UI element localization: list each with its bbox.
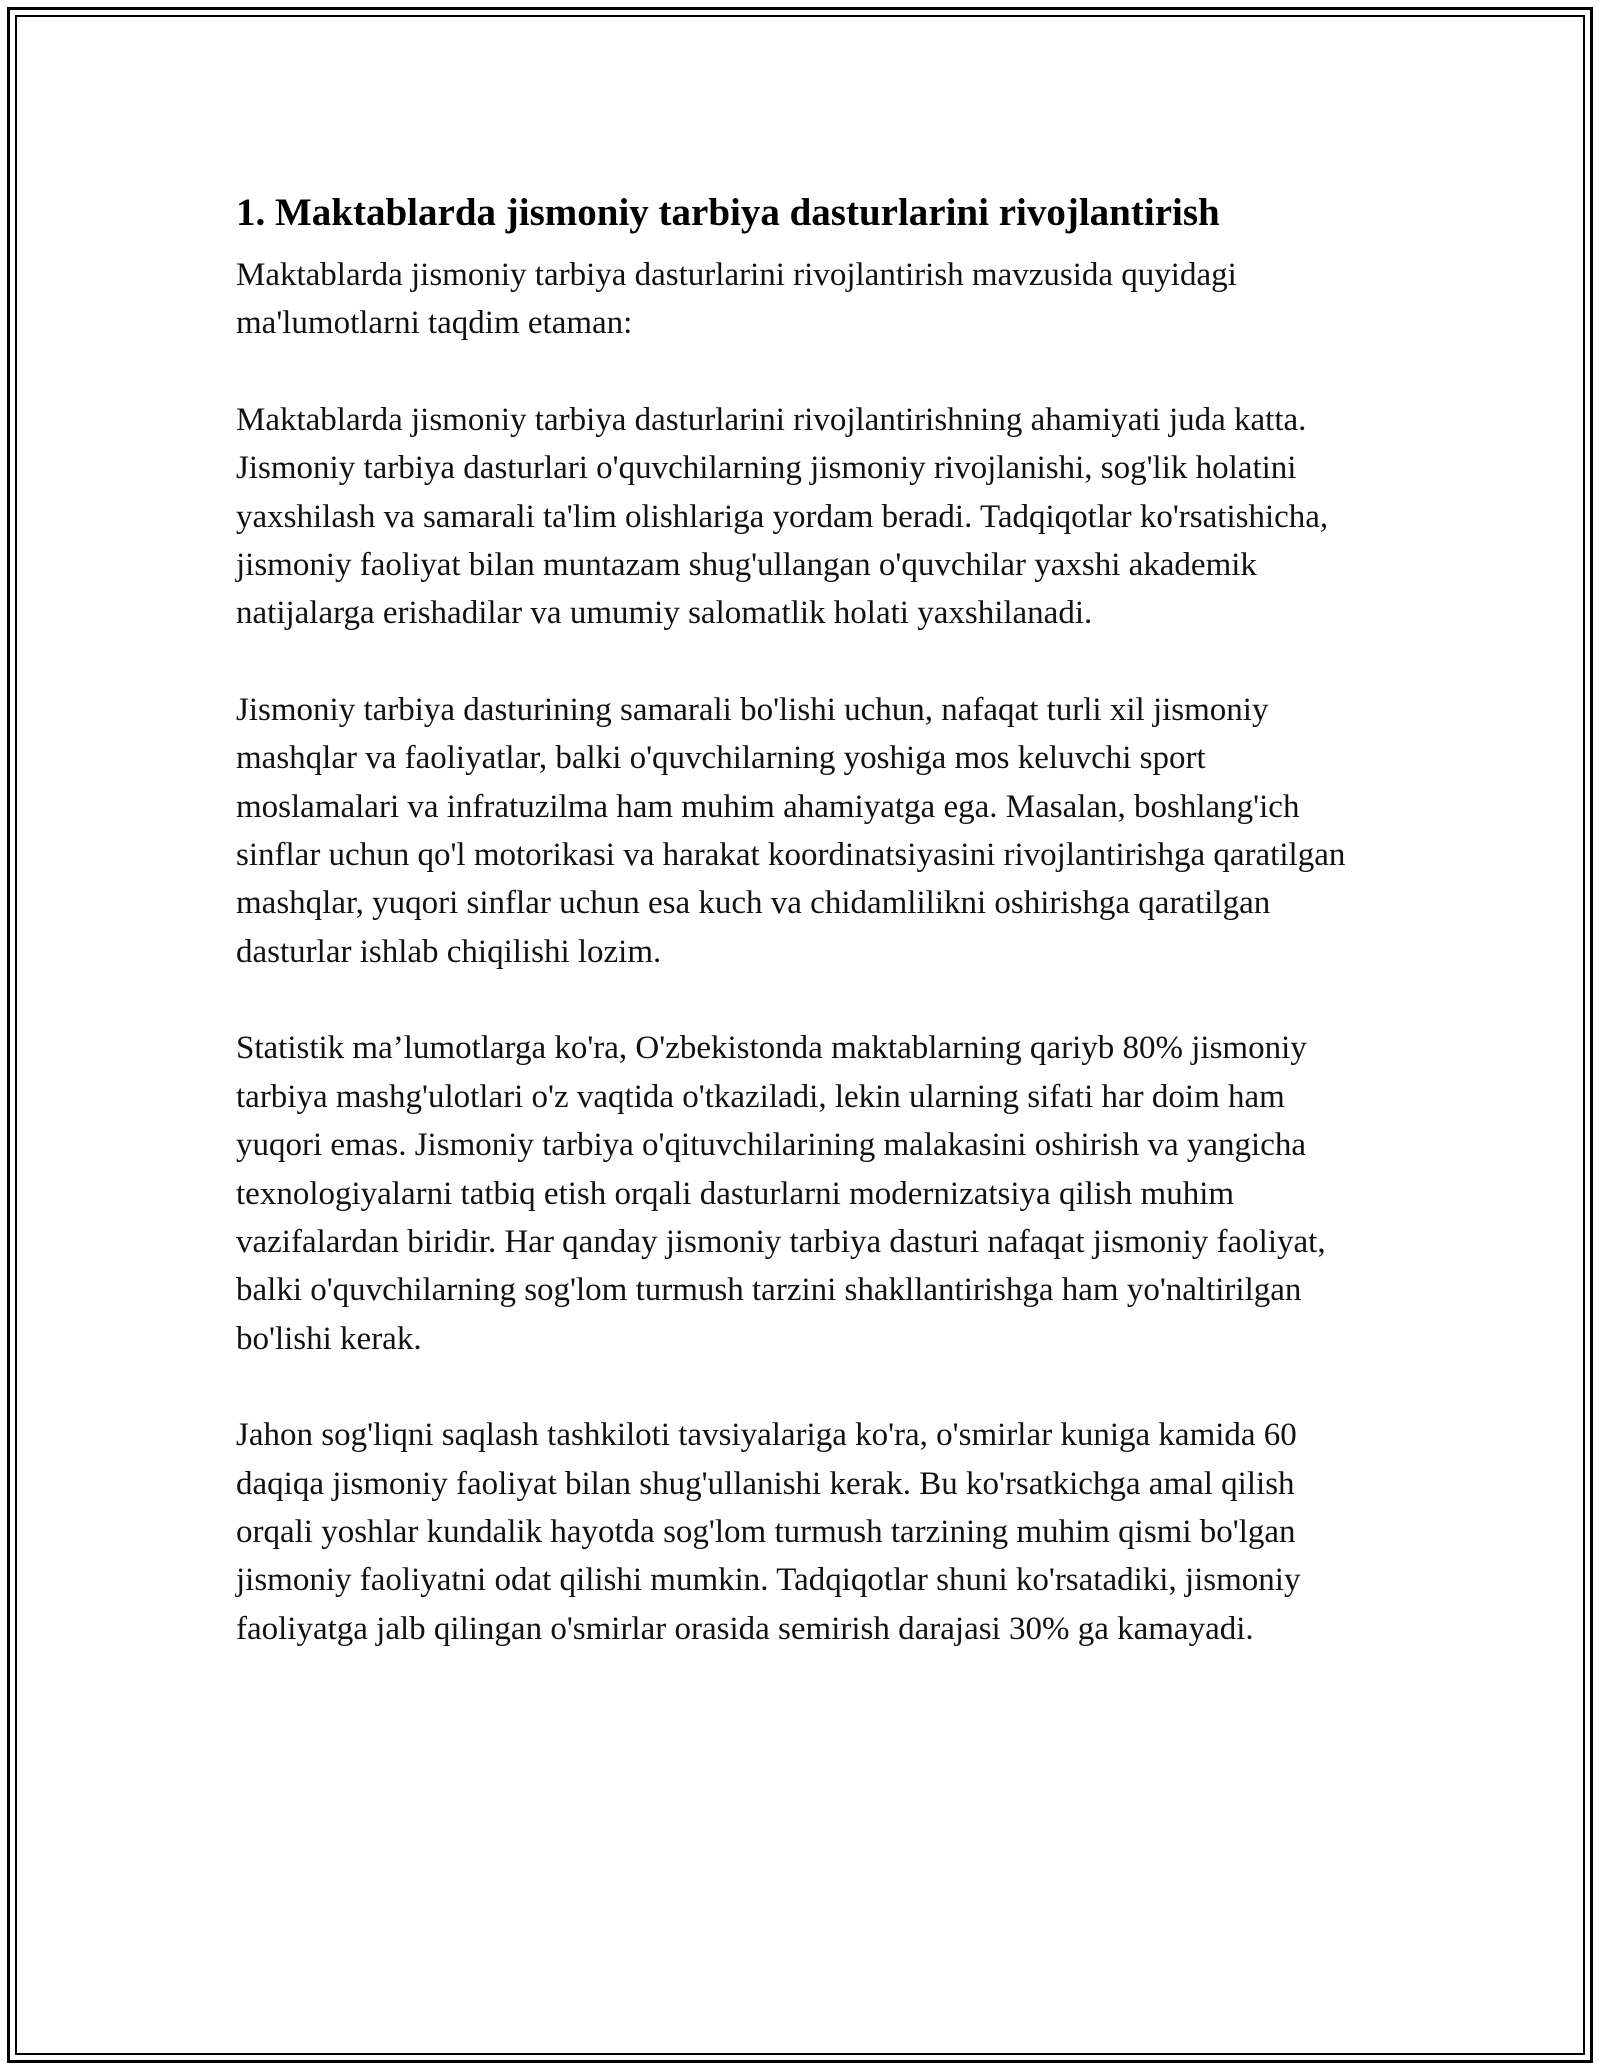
paragraph-program-effectiveness: Jismoniy tarbiya dasturining samarali bo'lishi uchun, nafaqat turli xil jismoniy mashqlar va faoliyatlar, balki o'quvchilarning yoshiga mos keluvchi sport moslamalari va infratuzilma ham muhim ahamiyatga ega. Masalan, boshlang'ich sinflar uchun qo'l motorikasi va harakat koordinatsiyasini rivojlantirishga qaratilgan mashqlar, yuqori sinflar uchun esa kuch va chidamlilikni oshirishga qaratilgan dasturlar ishlab chiqilishi lozim. [236,691,1346,970]
document-body [236,185,1366,1701]
paragraph-who-recommendations: Jahon sog'liqni saqlash tashkiloti tavsiyalariga ko'ra, o'smirlar kuniga kamida 60 daqiqa jismoniy faoliyat bilan shug'ullanishi kerak. Bu ko'rsatkichga amal qilish orqali yoshlar kundalik hayotda sog'lom turmush tarzining muhim qismi bo'lgan jismoniy faoliyatni odat qilishi mumkin. Tadqiqotlar shuni ko'rsatadiki, jismoniy faoliyatga jalb qilingan o'smirlar orasida semirish darajasi 30% ga kamayadi. [236,1417,1301,1647]
section-heading: 1. Maktablarda jismoniy tarbiya dasturlarini rivojlantirish [236,191,1220,234]
paragraph-statistics: Statistik ma’lumotlarga ko'ra, O'zbekistonda maktablarning qariyb 80% jismoniy tarbiya mashg'ulotlari o'z vaqtida o'tkaziladi, lekin ularning sifati har doim ham yuqori emas. Jismoniy tarbiya o'qituvchilarining malakasini oshirish va yangicha texnologiyalarni tatbiq etish orqali dasturlarni modernizatsiya qilish muhim vazifalardan biridir. Har qanday jismoniy tarbiya dasturi nafaqat jismoniy faoliyat, balki o'quvchilarning sog'lom turmush tarzini shakllantirishga ham yo'naltirilgan bo'lishi kerak. [236,1030,1326,1357]
paragraph-importance: Maktablarda jismoniy tarbiya dasturlarini rivojlantirishning ahamiyati juda katta. Jismoniy tarbiya dasturlari o'quvchilarning jismoniy rivojlanishi, sog'lik holatini yaxshilash va samarali ta'lim olishlariga yordam beradi. Tadqiqotlar ko'rsatishicha, jismoniy faoliyat bilan muntazam shug'ullangan o'quvchilar yaxshi akademik natijalarga erishadilar va umumiy salomatlik holati yaxshilanadi. [236,401,1329,632]
paragraph-intro: Maktablarda jismoniy tarbiya dasturlarini rivojlantirish mavzusida quyidagi ma'lumotlarni taqdim etaman: [236,257,1237,342]
